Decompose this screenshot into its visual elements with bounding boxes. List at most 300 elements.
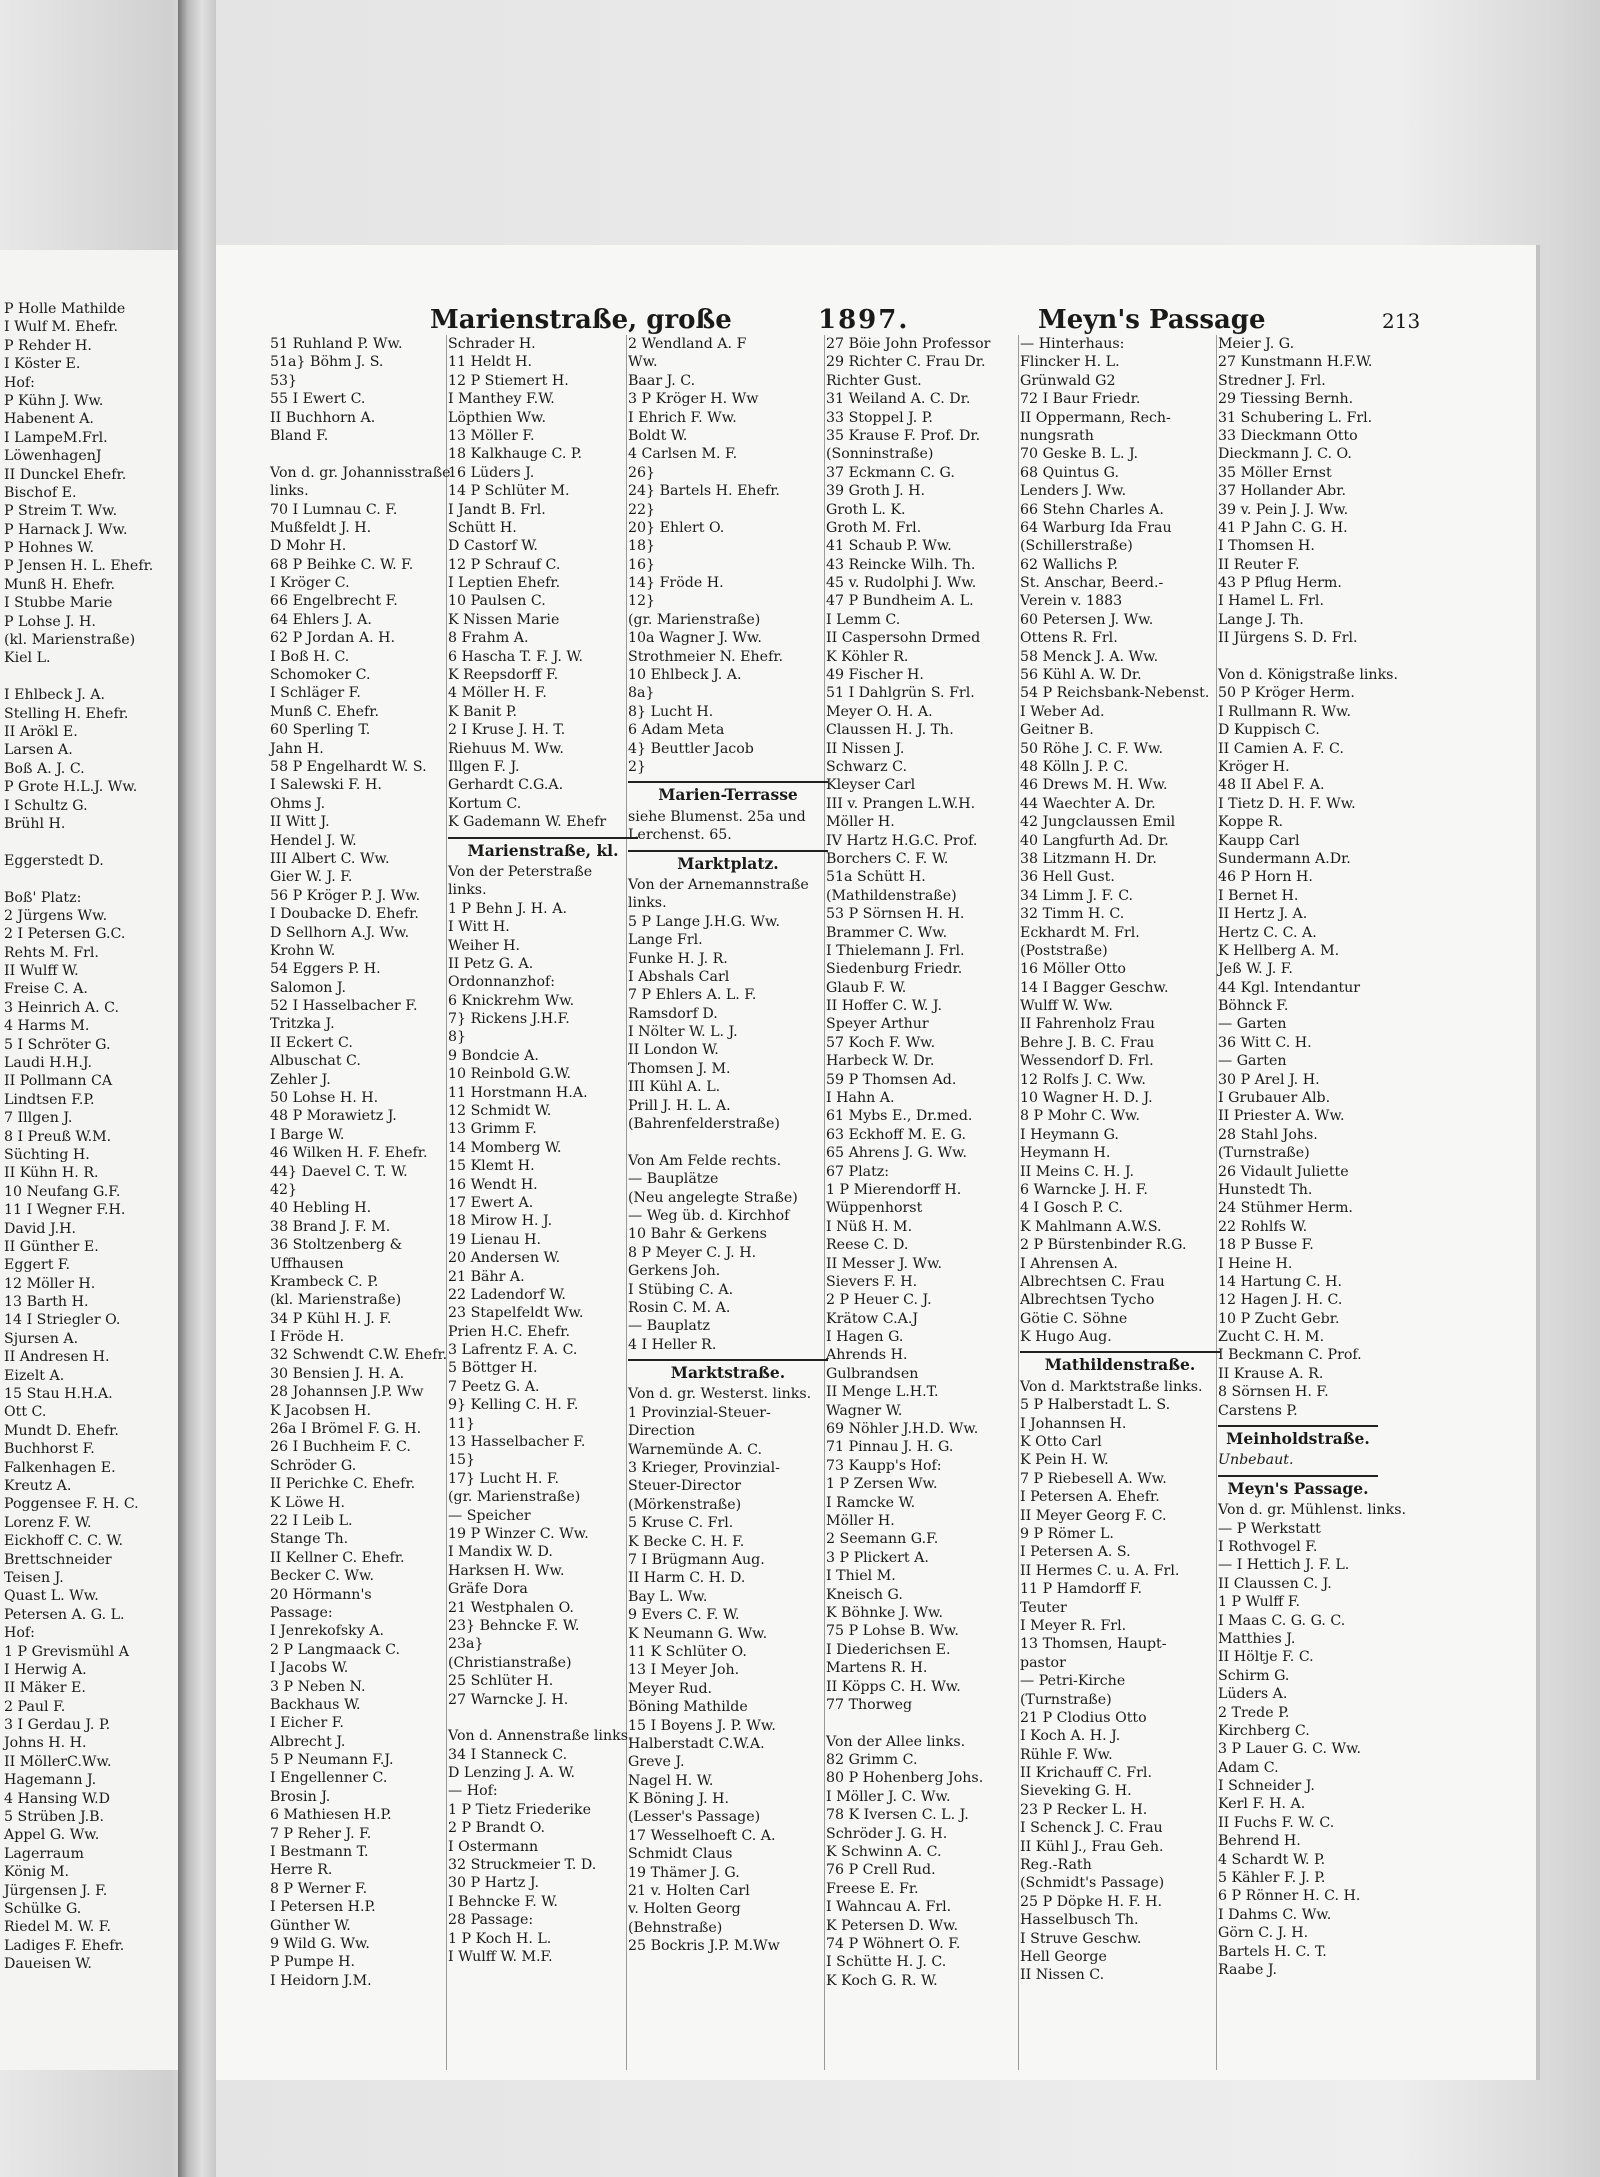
directory-entry: nungsrath — [1020, 427, 1094, 444]
directory-entry: P Jensen H. L. Ehefr. — [4, 558, 154, 575]
directory-entry: 13 Thomsen, Haupt- — [1020, 1636, 1167, 1653]
directory-entry — [628, 1133, 828, 1151]
directory-entry: Kreutz A. — [4, 1478, 72, 1494]
directory-entry: 27 Warncke J. H. — [448, 1691, 569, 1708]
directory-entry: Mußfeldt J. H. — [270, 519, 372, 536]
directory-entry: Buchhorst F. — [4, 1441, 95, 1458]
directory-entry: I Bernet H. — [1218, 887, 1299, 904]
directory-entry: II Witt J. — [270, 814, 330, 831]
directory-entry: D Lenzing J. A. W. — [448, 1765, 576, 1782]
header-year: 1897. — [818, 305, 910, 335]
directory-entry: II Reuter F. — [1218, 556, 1300, 573]
directory-entry: 5 Kruse C. Frl. — [628, 1515, 734, 1532]
directory-entry: Möller H. — [826, 814, 895, 831]
directory-entry: Schmidt Claus — [628, 1846, 733, 1863]
directory-entry: II MöllerC.Ww. — [4, 1753, 112, 1770]
directory-entry: Ww. — [628, 354, 658, 371]
section-rule — [448, 837, 638, 839]
directory-entry: I Heidorn J.M. — [270, 1972, 372, 1989]
directory-entry: 1 P Tietz Friederike — [448, 1801, 592, 1818]
directory-entry: Munß C. Ehefr. — [270, 703, 380, 720]
directory-entry: Backhaus W. — [270, 1696, 361, 1713]
directory-entry: 6 P Rönner H. C. H. — [1218, 1888, 1361, 1905]
directory-entry: Krätow C.A.J — [826, 1310, 919, 1327]
directory-entry: Albrecht J. — [270, 1733, 346, 1750]
directory-entry: Harbeck W. Dr. — [826, 1053, 935, 1070]
directory-entry: Bland F. — [270, 427, 329, 444]
directory-entry: 2 Seemann G.F. — [826, 1531, 939, 1548]
directory-entry: 53} — [270, 372, 298, 389]
directory-entry: IV Hartz H.G.C. Prof. — [826, 832, 978, 849]
directory-entry: (Turnstraße) — [1020, 1691, 1112, 1708]
directory-entry: 45 v. Rudolphi J. Ww. — [826, 575, 977, 592]
directory-entry: K Böning J. H. — [628, 1791, 729, 1808]
directory-entry: Gier W. J. F. — [270, 869, 353, 886]
directory-entry: Weiher H. — [448, 937, 521, 954]
directory-entry: 34 I Stanneck C. — [448, 1746, 568, 1763]
directory-entry: Stange Th. — [270, 1531, 349, 1548]
directory-entry: 40 Langfurth Ad. Dr. — [1020, 832, 1169, 849]
directory-entry: I Ramcke W. — [826, 1494, 916, 1511]
directory-entry: Johns H. H. — [4, 1735, 87, 1752]
directory-entry: Hagemann J. — [4, 1772, 97, 1789]
directory-entry: 14 I Bagger Geschw. — [1020, 979, 1169, 996]
directory-entry: Rehts M. Frl. — [4, 944, 99, 961]
directory-entry: 70 I Lumnau C. F. — [270, 501, 398, 518]
directory-entry: 34 Limm J. F. C. — [1020, 887, 1134, 904]
street-heading: Marienstraße, kl. — [467, 840, 619, 860]
directory-entry: 74 P Wöhnert O. F. — [826, 1935, 961, 1952]
directory-entry: I Koch A. H. J. — [1020, 1728, 1121, 1745]
directory-entry: K Hugo Aug. — [1020, 1329, 1112, 1346]
directory-entry: 29 Tiessing Bernh. — [1218, 391, 1354, 408]
directory-column-4 — [826, 335, 1026, 1990]
directory-entry: 66 Engelbrecht F. — [270, 593, 398, 610]
directory-entry: Steuer-Director — [628, 1478, 741, 1495]
directory-entry: 5 P Halberstadt L. S. — [1020, 1397, 1171, 1414]
directory-entry: 46 P Horn H. — [1218, 869, 1313, 886]
directory-entry: 43 P Pflug Herm. — [1218, 575, 1342, 592]
directory-entry: I Nüß H. M. — [826, 1218, 913, 1235]
directory-entry: 69 Nöhler J.H.D. Ww. — [826, 1421, 979, 1438]
directory-entry: I Petersen H.P. — [270, 1899, 376, 1916]
directory-entry: Lorenz F. W. — [4, 1514, 92, 1531]
directory-entry: 56 P Kröger P. J. Ww. — [270, 887, 421, 904]
directory-entry: Hof: — [4, 1625, 35, 1642]
directory-entry: Gräfe Dora — [448, 1581, 528, 1598]
directory-entry: 57 Koch F. Ww. — [826, 1034, 936, 1051]
directory-entry: I Schenck J. C. Frau — [1020, 1820, 1163, 1837]
directory-entry: Möller H. — [826, 1513, 895, 1529]
directory-entry: Süchting H. — [4, 1146, 90, 1163]
directory-entry: 50 P Kröger Herm. — [1218, 685, 1355, 702]
directory-entry: 20 Hörmann's — [270, 1586, 372, 1603]
directory-entry — [270, 445, 450, 463]
directory-entry: 37 Hollander Abr. — [1218, 483, 1346, 500]
directory-entry: David J.H. — [4, 1220, 76, 1237]
directory-entry: 51 Ruhland P. Ww. — [270, 336, 403, 352]
directory-entry: Kaupp Carl — [1218, 832, 1300, 849]
directory-entry: (Neu angelegte Straße) — [628, 1189, 798, 1206]
directory-entry: I Diederichsen E. — [826, 1641, 951, 1658]
directory-entry: 14} Fröde H. — [628, 575, 724, 592]
directory-entry: I Thomsen H. — [1218, 538, 1315, 555]
directory-entry: 48 Kölln J. P. C. — [1020, 758, 1129, 775]
directory-entry: Speyer Arthur — [826, 1016, 929, 1033]
directory-entry: Stelling H. Ehefr. — [4, 705, 129, 722]
directory-entry: 2 Trede P. — [1218, 1704, 1290, 1721]
directory-entry: K Löwe H. — [270, 1494, 346, 1511]
directory-entry: 17 Ewert A. — [448, 1194, 534, 1211]
directory-entry: Groth L. K. — [826, 501, 906, 518]
directory-entry: 5 I Schröter G. — [4, 1036, 111, 1053]
directory-entry: pastor — [1020, 1654, 1066, 1671]
page-number: 213 — [1382, 309, 1421, 333]
directory-entry: I Heine H. — [1218, 1255, 1293, 1272]
directory-entry: (kl. Marienstraße) — [4, 632, 136, 649]
directory-entry: II Caspersohn Drmed — [826, 630, 981, 647]
directory-entry: 67 Platz: — [826, 1163, 890, 1180]
directory-entry: Flincker H. L. — [1020, 354, 1120, 371]
directory-entry: 33 Dieckmann Otto — [1218, 427, 1358, 444]
directory-entry: Zehler J. — [270, 1071, 331, 1088]
directory-entry: 30 Bensien J. H. A. — [270, 1365, 405, 1382]
directory-entry: 80 P Hohenberg Johs. — [826, 1770, 984, 1787]
directory-entry: 63 Eckhoff M. E. G. — [826, 1126, 966, 1143]
directory-entry: Kerl F. H. A. — [1218, 1796, 1306, 1813]
directory-entry: Hof: — [4, 374, 35, 391]
directory-entry: links. — [448, 882, 487, 899]
directory-column-6 — [1218, 335, 1407, 1979]
directory-entry: 36 Hell Gust. — [1020, 869, 1115, 886]
directory-entry: Ottens R. Frl. — [1020, 630, 1118, 647]
directory-entry: II Buchhorn A. — [270, 409, 376, 426]
directory-entry: 22 I Leib L. — [270, 1513, 353, 1529]
directory-entry: I Schneider J. — [1218, 1778, 1315, 1795]
directory-entry: 52 I Hasselbacher F. — [270, 998, 418, 1015]
directory-entry: K Köhler R. — [826, 648, 909, 665]
directory-entry: Lange J. Th. — [1218, 611, 1304, 628]
directory-entry: I Abshals Carl — [628, 968, 730, 985]
directory-entry: Lagerraum — [4, 1845, 84, 1862]
directory-entry: 60 Sperling T. — [270, 722, 371, 739]
directory-entry: 26a I Brömel F. G. H. — [270, 1421, 422, 1438]
street-heading: Marktstraße. — [670, 1363, 786, 1383]
directory-entry: 4 Schardt W. P. — [1218, 1851, 1326, 1868]
directory-entry: Meyer O. H. A. — [826, 703, 933, 720]
directory-entry: Sievers F. H. — [826, 1273, 918, 1290]
directory-entry: 77 Thorweg — [826, 1696, 913, 1713]
directory-entry: Albrechtsen Tycho — [1020, 1292, 1155, 1309]
directory-entry: 53 P Sörnsen H. H. — [826, 906, 965, 923]
directory-entry: I Ehlbeck J. A. — [4, 687, 106, 704]
directory-entry: 20} Ehlert O. — [628, 519, 725, 536]
directory-entry: 3 P Neben N. — [270, 1678, 366, 1695]
directory-entry: Ott C. — [4, 1404, 47, 1421]
directory-entry: I Boß H. C. — [270, 648, 350, 665]
directory-entry: 62 Wallichs P. — [1020, 556, 1119, 573]
directory-entry: Günther W. — [270, 1917, 351, 1934]
directory-entry: 48 II Abel F. A. — [1218, 777, 1325, 794]
directory-entry — [4, 870, 176, 888]
directory-entry: 22 Ladendorf W. — [448, 1286, 566, 1303]
directory-entry: I Hamel L. Frl. — [1218, 593, 1324, 610]
directory-entry: 26 I Buchheim F. C. — [270, 1439, 411, 1456]
directory-entry: — Hinterhaus: — [1020, 336, 1125, 352]
directory-entry: 14 Momberg W. — [448, 1139, 562, 1156]
directory-entry: (gr. Marienstraße) — [448, 1489, 581, 1506]
directory-entry: 13 Hasselbacher F. — [448, 1434, 586, 1451]
directory-entry: II Harm C. H. D. — [628, 1570, 746, 1587]
directory-entry: 12 P Stiemert H. — [448, 372, 569, 389]
directory-entry: I Ostermann — [448, 1838, 539, 1855]
directory-entry: I Jandt B. Frl. — [448, 501, 546, 518]
directory-entry: (Schillerstraße) — [1020, 538, 1133, 555]
directory-entry: II Hermes C. u. A. Frl. — [1020, 1562, 1180, 1579]
directory-entry: II Köpps C. H. Ww. — [826, 1678, 961, 1695]
section-rule — [628, 781, 828, 783]
street-heading: Meyn's Passage. — [1227, 1478, 1369, 1498]
directory-entry: I Johannsen H. — [1020, 1415, 1127, 1432]
directory-entry: 15 Klemt H. — [448, 1158, 535, 1175]
directory-entry: 22} — [628, 501, 656, 518]
directory-entry: 10 Paulsen C. — [448, 593, 546, 610]
directory-entry: Meyer Rud. — [628, 1680, 713, 1697]
directory-entry: II Claussen C. J. — [1218, 1575, 1332, 1592]
directory-entry: Hertz C. C. A. — [1218, 924, 1317, 941]
directory-entry: 82 Grimm C. — [826, 1752, 918, 1769]
directory-entry: I Wulf M. Ehefr. — [4, 319, 118, 336]
directory-entry: Nagel H. W. — [628, 1772, 714, 1789]
directory-entry: 27 Kunstmann H.F.W. — [1218, 354, 1373, 371]
directory-entry: I Wulff W. M.F. — [448, 1948, 553, 1965]
directory-entry: Hendel J. W. — [270, 832, 357, 849]
directory-entry: II Nissen J. — [826, 740, 905, 757]
directory-entry: 8} — [448, 1029, 467, 1046]
directory-entry: II Oppermann, Rech- — [1020, 409, 1171, 426]
directory-entry: (Christianstraße) — [448, 1654, 572, 1671]
directory-entry: Brühl H. — [4, 815, 66, 832]
directory-entry: II Perichke C. Ehefr. — [270, 1476, 416, 1493]
directory-entry: 4 I Heller R. — [628, 1336, 717, 1353]
directory-entry: Quast L. Ww. — [4, 1588, 99, 1605]
directory-entry: P Pumpe H. — [270, 1954, 356, 1971]
directory-entry: Sjursen A. — [4, 1330, 79, 1347]
directory-entry: — Petri-Kirche — [1020, 1673, 1126, 1690]
directory-entry: II Dunckel Ehefr. — [4, 466, 127, 483]
directory-entry: 7 P Ehlers A. L. F. — [628, 987, 757, 1004]
directory-entry: K Schwinn A. C. — [826, 1844, 942, 1861]
directory-entry: I LampeM.Frl. — [4, 429, 108, 446]
directory-entry: Ordonnanzhof: — [448, 974, 556, 991]
directory-entry: 12 Hagen J. H. C. — [1218, 1292, 1343, 1309]
directory-entry: I Beckmann C. Prof. — [1218, 1347, 1362, 1364]
directory-entry: Illgen F. J. — [448, 758, 520, 775]
directory-entry: (Mörkenstraße) — [628, 1496, 742, 1513]
directory-entry: I Stübing C. A. — [628, 1281, 734, 1298]
directory-entry: III v. Prangen L.W.H. — [826, 795, 976, 812]
directory-entry: Matthies J. — [1218, 1630, 1296, 1647]
directory-entry — [1218, 648, 1378, 666]
directory-entry: Herre R. — [270, 1862, 333, 1879]
directory-entry: I Herwig A. — [4, 1661, 87, 1678]
directory-entry: 5 Böttger H. — [448, 1360, 538, 1377]
directory-entry: Adam C. — [1218, 1759, 1279, 1776]
directory-entry: Heymann H. — [1020, 1145, 1111, 1162]
directory-entry: I Wahncau A. Frl. — [826, 1899, 952, 1916]
directory-entry: 2} — [628, 758, 647, 775]
street-heading: Marktplatz. — [677, 853, 779, 873]
directory-entry: 21 Westphalen O. — [448, 1599, 574, 1616]
directory-entry: K Nissen Marie — [448, 611, 560, 628]
directory-entry: Eickhoff C. C. W. — [4, 1533, 124, 1550]
directory-entry: Schröder G. — [270, 1457, 357, 1474]
directory-entry: 48 P Morawietz J. — [270, 1108, 397, 1125]
directory-entry: 8} Lucht H. — [628, 703, 714, 720]
directory-entry: 35 Möller Ernst — [1218, 464, 1332, 481]
directory-entry: II Arökl E. — [4, 723, 78, 740]
directory-entry: — Weg üb. d. Kirchhof — [628, 1207, 790, 1224]
directory-entry: Riehuus M. Ww. — [448, 740, 564, 757]
directory-entry: I Heymann G. — [1020, 1126, 1119, 1143]
directory-entry: 70 Geske B. L. J. — [1020, 446, 1139, 463]
directory-entry: II Kühl J., Frau Geh. — [1020, 1838, 1164, 1855]
directory-entry: 13 Möller F. — [448, 427, 535, 444]
directory-entry: 64 Ehlers J. A. — [270, 611, 372, 628]
directory-entry: 30 P Arel J. H. — [1218, 1071, 1320, 1088]
directory-entry: 16 Wendt H. — [448, 1176, 538, 1193]
directory-entry: 58 P Engelhardt W. S. — [270, 758, 427, 775]
directory-entry: I Meyer R. Frl. — [1020, 1617, 1127, 1634]
directory-entry: 13 Grimm F. — [448, 1121, 537, 1138]
directory-entry: Habenent A. — [4, 411, 94, 428]
directory-entry: 18 Mirow H. J. — [448, 1213, 553, 1230]
directory-entry: 65 Ahrens J. G. Ww. — [826, 1145, 968, 1162]
directory-entry: 6 Mathiesen H.P. — [270, 1807, 392, 1824]
directory-entry: Groth M. Frl. — [826, 519, 922, 536]
directory-entry: Von d. gr. Johannisstraße — [270, 464, 451, 481]
directory-entry: III Albert C. Ww. — [270, 850, 390, 867]
directory-entry: Schwarz C. — [826, 758, 908, 775]
directory-entry: 2 Wendland A. F — [628, 336, 747, 352]
section-rule — [628, 850, 828, 852]
directory-entry: I Thiel M. — [826, 1568, 896, 1585]
directory-entry: Larsen A. — [4, 742, 73, 759]
directory-entry: Petersen A. G. L. — [4, 1606, 125, 1623]
directory-entry: — Garten — [1218, 1053, 1287, 1070]
directory-entry: Greve J. — [628, 1754, 685, 1771]
directory-entry: 6 Warncke J. H. F. — [1020, 1181, 1148, 1198]
directory-entry: II Hoffer C. W. J. — [826, 998, 942, 1015]
directory-entry: Tritzka J. — [270, 1016, 335, 1033]
directory-entry: Jahn H. — [270, 740, 324, 757]
directory-entry: I Tietz D. H. F. Ww. — [1218, 795, 1356, 812]
directory-entry: 5 Kähler F. J. P. — [1218, 1870, 1326, 1887]
directory-entry: II Hertz J. A. — [1218, 906, 1308, 923]
directory-entry: 75 P Lohse B. Ww. — [826, 1623, 959, 1640]
directory-entry: 7 Peetz G. A. — [448, 1378, 540, 1395]
directory-entry: I Ehrich F. Ww. — [628, 409, 737, 426]
directory-entry — [448, 1709, 638, 1727]
directory-entry: (Poststraße) — [1020, 942, 1108, 959]
directory-entry: 18} — [628, 538, 656, 555]
directory-entry: 9 Evers C. F. W. — [628, 1607, 740, 1624]
directory-entry: Carstens P. — [1218, 1402, 1298, 1419]
directory-entry: LöwenhagenJ — [4, 448, 102, 465]
directory-entry: K Koch G. R. W. — [826, 1972, 938, 1989]
directory-entry: Behrend H. — [1218, 1833, 1301, 1850]
directory-entry: Sieveking G. H. — [1020, 1783, 1132, 1800]
directory-entry: 23a} — [448, 1636, 484, 1653]
directory-entry: 11} — [448, 1415, 476, 1432]
directory-entry: Baar J. C. — [628, 372, 696, 389]
directory-entry: 2 Paul F. — [4, 1698, 66, 1715]
directory-entry: Strothmeier N. Ehefr. — [628, 648, 784, 665]
section-rule — [1218, 1425, 1378, 1427]
directory-entry: 4 I Gosch P. C. — [1020, 1200, 1123, 1217]
directory-entry: I Maas C. G. G. C. — [1218, 1612, 1346, 1629]
directory-entry: I Kröger C. — [270, 575, 350, 592]
directory-entry: 2 Jürgens Ww. — [4, 907, 108, 924]
directory-entry: Reg.-Rath — [1020, 1857, 1092, 1874]
directory-entry: 10 P Zucht Gebr. — [1218, 1310, 1340, 1327]
directory-entry: K Jacobsen H. — [270, 1402, 372, 1419]
directory-entry: 42 Jungclaussen Emil — [1020, 814, 1176, 831]
directory-entry: II Krichauff C. Frl. — [1020, 1765, 1152, 1782]
directory-entry: Meier J. G. — [1218, 336, 1295, 352]
directory-entry: I Fröde H. — [270, 1329, 345, 1346]
directory-entry: 38 Litzmann H. Dr. — [1020, 850, 1157, 867]
directory-column-5 — [1020, 335, 1220, 1985]
directory-column-2 — [448, 335, 638, 1966]
section-rule — [628, 1359, 828, 1361]
directory-entry: 4 Harms M. — [4, 1018, 90, 1035]
directory-entry: Wulff W. Ww. — [1020, 998, 1113, 1015]
directory-entry: 26} — [628, 464, 656, 481]
directory-entry: I Dahms C. Ww. — [1218, 1906, 1332, 1923]
directory-entry: I Rothvogel F. — [1218, 1539, 1318, 1555]
directory-entry: 8 I Preuß W.M. — [4, 1128, 112, 1145]
directory-entry: Eggert F. — [4, 1257, 71, 1274]
directory-entry: II Wulff W. — [4, 963, 79, 980]
directory-entry: I Witt H. — [448, 919, 510, 936]
directory-entry: II Fuchs F. W. C. — [1218, 1814, 1335, 1831]
directory-entry: Funke H. J. R. — [628, 950, 728, 967]
directory-entry: Grünwald G2 — [1020, 372, 1116, 389]
directory-entry: II Eckert C. — [270, 1034, 353, 1051]
directory-entry: Lindtsen F.P. — [4, 1091, 95, 1108]
directory-entry: 29 Richter C. Frau Dr. — [826, 354, 986, 371]
directory-entry: 6 Hascha T. F. J. W. — [448, 648, 583, 665]
directory-entry: 14 I Striegler O. — [4, 1312, 121, 1329]
header-street-title: Marienstraße, große — [430, 305, 732, 335]
directory-entry: 2 P Langmaack C. — [270, 1641, 400, 1658]
directory-entry: 60 Petersen J. Ww. — [1020, 611, 1154, 628]
directory-entry: 16 Lüders J. — [448, 464, 535, 481]
directory-entry: I Schläger F. — [270, 685, 361, 702]
directory-entry: (Sonninstraße) — [826, 446, 934, 463]
directory-entry: Brammer C. Ww. — [826, 924, 948, 941]
directory-entry: Teuter — [1020, 1599, 1067, 1616]
directory-entry: I Mandix W. D. — [448, 1544, 553, 1561]
directory-entry: 51 I Dahlgrün S. Frl. — [826, 685, 975, 702]
directory-entry: 55 I Ewert C. — [270, 391, 366, 408]
directory-entry: K Petersen D. Ww. — [826, 1917, 959, 1934]
directory-entry: 7 P Riebesell A. Ww. — [1020, 1470, 1167, 1487]
directory-entry: 4 Möller H. F. — [448, 685, 547, 702]
directory-entry: 68 Quintus G. — [1020, 464, 1119, 481]
directory-entry: Sundermann A.Dr. — [1218, 850, 1351, 867]
